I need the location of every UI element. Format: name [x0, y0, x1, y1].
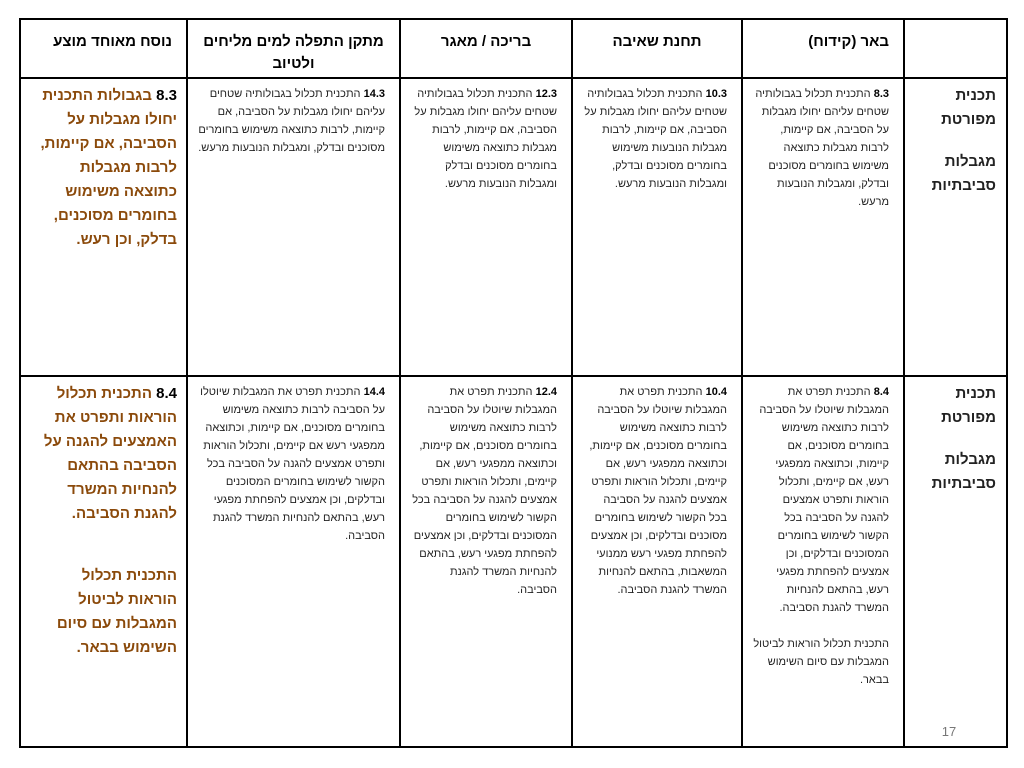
header-water-treatment [187, 19, 400, 78]
row-label-subtitle: מגבלות סביבתיות [931, 153, 996, 194]
clause-number: 14.4 [363, 386, 385, 398]
clause-number: 10.3 [705, 88, 727, 100]
clause-number: 8.3 [873, 88, 889, 100]
pool-reservoir-text [401, 377, 571, 599]
clause-number: 8.3 [156, 87, 177, 104]
cell-well-drilling [742, 376, 904, 747]
clause-text: התכנית תכלול בגבולותיה שטחים עליהם יחולו מגבלות על הסביבה, אם קיימות, לרבות מגבלות כתוצאה משימוש בחומרים מסוכנים ובדלק, ומגבלות הנובעות מרעש. [755, 88, 889, 209]
clause-text: התכנית תפרט את המגבלות שיוטלו על הסביבה לרבות כתוצאה משימוש בחומרים מסוכנים, אם קיימות, וכתוצאה ממפגעי רעש, אם קיימים, ותכלול הוראות ותפרט אמצעים להגנה על הסביבה בכל הקשור לשימוש בחומרים מסוכנים ובדלקים, וכן אמצעים להפחתת מפגעי רעש ממנועי המשאבות, בהתאם להנחיות המשרד להגנת הסביבה. [589, 386, 727, 597]
final-version-text [21, 79, 186, 252]
clause-text-2: התכנית תכלול הוראות לביטול המגבלות עם סיום השימוש בבאר. [56, 567, 177, 656]
comparison-table [19, 18, 1008, 748]
cell-pool-reservoir [400, 376, 572, 747]
clause-text: התכנית תפרט את המגבלות שיוטלו על הסביבה לרבות כתוצאה משימוש בחומרים מסוכנים, אם קיימות, וכתוצאה ממפגעי רעש, אם קיימים, ותכלול הוראות ותפרט אמצעים להגנה על הסביבה בכל הקשור לשימוש בחומרים המסוכנים ובדלקים, וכן אמצעים להפחתת מפגעי רעש, בהתאם להנחיות המשרד להגנת הסביבה. [759, 386, 889, 615]
pumping-station-text [573, 79, 741, 193]
final-version-text [21, 377, 186, 660]
clause-number: 14.3 [363, 88, 385, 100]
cell-pumping-station [572, 376, 742, 747]
table-row [20, 376, 1007, 747]
row-label-title: תכנית מפורטת [941, 87, 996, 128]
clause-number: 8.4 [873, 386, 889, 398]
cell-final-version [20, 376, 187, 747]
cell-well-drilling [742, 78, 904, 376]
clause-number: 12.3 [535, 88, 557, 100]
header-row [20, 19, 1007, 78]
clause-number: 10.4 [705, 386, 727, 398]
header-pumping-station-label: תחנת שאיבה [612, 33, 702, 50]
header-row-label-text [905, 20, 1006, 31]
table-row [20, 78, 1007, 376]
cell-final-version [20, 78, 187, 376]
clause-text: התכנית תכלול בגבולותיה שטחים עליהם יחולו מגבלות על הסביבה, אם קיימות, לרבות מגבלות כתוצאה משימוש בחומרים מסוכנים ובדלק ומגבלות הנובעות מרעש. [414, 88, 557, 191]
cell-pool-reservoir [400, 78, 572, 376]
header-final-version-label: נוסח מאוחד מוצע [53, 33, 172, 50]
pool-reservoir-text [401, 79, 571, 193]
row-label-text [905, 79, 1006, 198]
clause-number: 8.4 [156, 385, 177, 402]
clause-number: 12.4 [535, 386, 557, 398]
header-final-version [20, 19, 187, 78]
header-water-treatment-label: מתקן התפלה למים מליחים ולטיוב [203, 33, 384, 72]
cell-water-treatment [187, 78, 400, 376]
water-treatment-text [188, 79, 399, 157]
clause-text: התכנית תכלול בגבולותיה שטחים עליהם יחולו מגבלות על הסביבה, אם קיימות, לרבות מגבלות הנובעות משימוש בחומרים מסוכנים ובדלק, ומגבלות הנובעות מרעש. [584, 88, 727, 191]
cell-row-label [904, 78, 1007, 376]
well-drilling-text [743, 377, 903, 690]
header-well-drilling-label: באר (קידוח) [808, 33, 889, 50]
header-pool-reservoir-label: בריכה / מאגר [440, 33, 532, 50]
pumping-station-text [573, 377, 741, 599]
clause-text: התכנית תכלול הוראות ותפרט את האמצעים להגנה על הסביבה בהתאם להנחיות המשרד להגנת הסביבה. [43, 385, 177, 522]
cell-row-label [904, 376, 1007, 747]
clause-text: בגבולות התכנית יחולו מגבלות על הסביבה, אם קיימות, לרבות מגבלות כתוצאה משימוש בחומרים מסוכנים, בדלק, וכן רעש. [40, 87, 177, 248]
clause-text: התכנית תפרט את המגבלות שיוטלו על הסביבה לרבות כתוצאה משימוש בחומרים מסוכנים, אם קיימות, וכתוצאה ממפגעי רעש אם קיימים, ותכלול הוראות ותפרט אמצעים להגנה על הסביבה בכל הקשור לשימוש בחומרים המסוכנים ובדלקים, וכן אמצעים להפחתת מפגעי רעש, בהתאם להנחיות המשרד להגנת הסביבה. [200, 386, 385, 543]
water-treatment-text [188, 377, 399, 545]
row-label-title: תכנית מפורטת [941, 385, 996, 426]
cell-pumping-station [572, 78, 742, 376]
header-pool-reservoir [400, 19, 572, 78]
row-label-subtitle: מגבלות סביבתיות [931, 451, 996, 492]
header-well-drilling [742, 19, 904, 78]
clause-text: התכנית תכלול בגבולותיה שטחים עליהם יחולו מגבלות על הסביבה, אם קיימות, לרבות כתוצאה משימוש בחומרים מסוכנים ובדלק, ומגבלות הנובעות מרעש. [198, 88, 385, 155]
clause-text-2: התכנית תכלול הוראות לביטול המגבלות עם סיום השימוש בבאר. [753, 638, 889, 687]
page-number: 17 [941, 724, 957, 739]
header-row-label [904, 19, 1007, 78]
header-pumping-station [572, 19, 742, 78]
row-label-text [905, 377, 1006, 496]
cell-water-treatment [187, 376, 400, 747]
well-drilling-text [743, 79, 903, 211]
clause-text: התכנית תפרט את המגבלות שיוטלו על הסביבה לרבות כתוצאה משימוש בחומרים מסוכנים, אם קיימות, וכתוצאה ממפגעי רעש, אם קיימים, ותכלול הוראות ותפרט אמצעים להגנה על הסביבה בכל הקשור לשימוש בחומרים המסוכנים ובדלקים, וכן אמצעים להפחתת מפגעי רעש, בהתאם להנחיות המשרד להגנת הסביבה. [412, 386, 557, 597]
